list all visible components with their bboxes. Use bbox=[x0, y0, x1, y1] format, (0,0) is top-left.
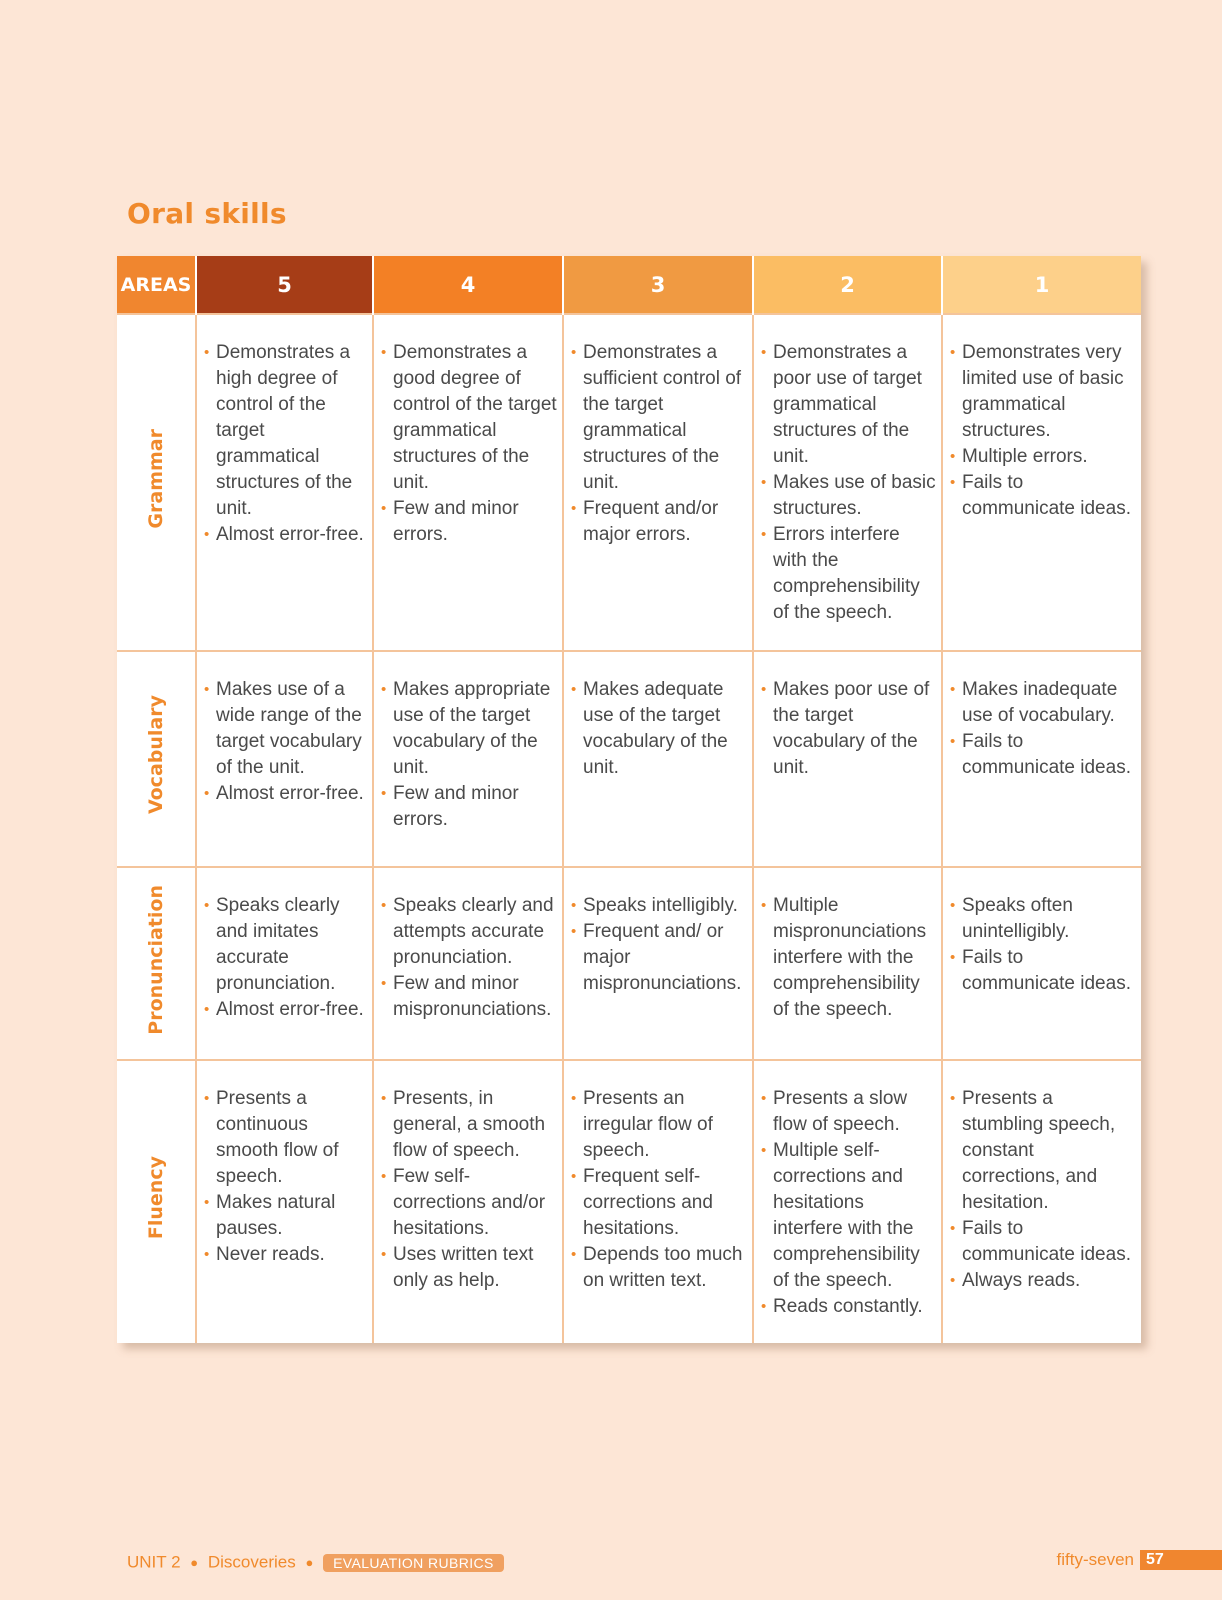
section-badge: EVALUATION RUBRICS bbox=[323, 1554, 504, 1572]
rubric-row bbox=[117, 314, 1141, 651]
criteria-cell bbox=[373, 314, 563, 651]
criterion-item: • Presents, in general, a smooth flow of speech. bbox=[381, 1086, 558, 1164]
rubric-row bbox=[117, 1060, 1141, 1343]
criterion-item: • Fails to communicate ideas. bbox=[950, 945, 1137, 997]
level-header: 3 bbox=[563, 256, 753, 314]
criterion-item: • Always reads. bbox=[950, 1268, 1137, 1294]
criterion-item: • Presents a continuous smooth flow of speech. bbox=[204, 1086, 368, 1190]
criterion-item: • Speaks clearly and attempts accurate pronunciation. bbox=[381, 893, 558, 971]
footer-unit-info bbox=[127, 1552, 504, 1573]
criterion-item: • Demonstrates very limited use of basic grammatical structures. bbox=[950, 340, 1137, 444]
criterion-item: • Demonstrates a poor use of target grammatical structures of the unit. bbox=[761, 340, 937, 470]
criterion-item: • Frequent and/ or major mispronunciations. bbox=[571, 919, 748, 997]
criteria-cell bbox=[373, 867, 563, 1060]
criterion-item: • Presents a stumbling speech, constant corrections, and hesitation. bbox=[950, 1086, 1137, 1216]
criterion-item: • Multiple self-corrections and hesitations interfere with the comprehensibility of the speech. bbox=[761, 1138, 937, 1294]
criterion-item: • Demonstrates a high degree of control of the target grammatical structures of the unit. bbox=[204, 340, 368, 522]
criteria-cell bbox=[563, 651, 753, 867]
criterion-item: • Demonstrates a good degree of control of the target grammatical structures of the unit. bbox=[381, 340, 558, 496]
criterion-item: • Frequent and/or major errors. bbox=[571, 496, 748, 548]
area-cell bbox=[117, 867, 196, 1060]
criterion-item: • Almost error-free. bbox=[204, 997, 368, 1023]
criterion-item: • Multiple errors. bbox=[950, 444, 1137, 470]
area-label: Fluency bbox=[145, 1156, 167, 1240]
criterion-item: • Presents an irregular flow of speech. bbox=[571, 1086, 748, 1164]
criteria-cell bbox=[753, 314, 942, 651]
criterion-item: • Few and minor errors. bbox=[381, 781, 558, 833]
criterion-item: • Makes use of a wide range of the target vocabulary of the unit. bbox=[204, 677, 368, 781]
criterion-item: • Presents a slow flow of speech. bbox=[761, 1086, 937, 1138]
criteria-cell bbox=[563, 1060, 753, 1343]
criteria-cell bbox=[942, 314, 1141, 651]
criterion-item: • Multiple mispronunciations interfere with the comprehensibility of the speech. bbox=[761, 893, 937, 1023]
criterion-item: • Makes poor use of the target vocabulary of the unit. bbox=[761, 677, 937, 781]
footer-page-info bbox=[1057, 1549, 1222, 1571]
criteria-cell bbox=[196, 651, 373, 867]
rubric-row bbox=[117, 867, 1141, 1060]
level-header: 2 bbox=[753, 256, 942, 314]
area-label: Vocabulary bbox=[145, 695, 167, 815]
criterion-item: • Reads constantly. bbox=[761, 1294, 937, 1320]
level-header: 4 bbox=[373, 256, 563, 314]
criterion-item: • Few self-corrections and/or hesitations. bbox=[381, 1164, 558, 1242]
criteria-cell bbox=[753, 651, 942, 867]
criteria-cell bbox=[753, 867, 942, 1060]
criterion-item: • Speaks intelligibly. bbox=[571, 893, 748, 919]
criterion-item: • Fails to communicate ideas. bbox=[950, 1216, 1137, 1268]
criteria-cell bbox=[942, 651, 1141, 867]
criterion-item: • Speaks clearly and imitates accurate pronunciation. bbox=[204, 893, 368, 997]
criterion-item: • Demonstrates a sufficient control of the target grammatical structures of the unit. bbox=[571, 340, 748, 496]
criterion-item: • Makes natural pauses. bbox=[204, 1190, 368, 1242]
criterion-item: • Never reads. bbox=[204, 1242, 368, 1268]
area-label: Grammar bbox=[145, 428, 167, 529]
page-number-word: fifty-seven bbox=[1056, 1550, 1134, 1569]
criterion-item: • Makes use of basic structures. bbox=[761, 470, 937, 522]
criteria-cell bbox=[373, 1060, 563, 1343]
criteria-cell bbox=[942, 1060, 1141, 1343]
criteria-cell bbox=[196, 867, 373, 1060]
criterion-item: • Few and minor mispronunciations. bbox=[381, 971, 558, 1023]
criterion-item: • Speaks often unintelligibly. bbox=[950, 893, 1137, 945]
criterion-item: • Fails to communicate ideas. bbox=[950, 470, 1137, 522]
rubric-body bbox=[117, 314, 1141, 1343]
criteria-cell bbox=[563, 867, 753, 1060]
criterion-item: • Fails to communicate ideas. bbox=[950, 729, 1137, 781]
criteria-cell bbox=[196, 1060, 373, 1343]
area-label: Pronunciation bbox=[145, 884, 167, 1035]
criterion-item: • Makes appropriate use of the target vocabulary of the unit. bbox=[381, 677, 558, 781]
criterion-item: • Depends too much on written text. bbox=[571, 1242, 748, 1294]
area-cell bbox=[117, 651, 196, 867]
criteria-cell bbox=[753, 1060, 942, 1343]
rubric-table bbox=[117, 256, 1141, 1343]
criterion-item: • Uses written text only as help. bbox=[381, 1242, 558, 1294]
header-row bbox=[117, 256, 1141, 314]
bullet-separator-icon: ● bbox=[305, 1555, 314, 1571]
criterion-item: • Few and minor errors. bbox=[381, 496, 558, 548]
criteria-cell bbox=[196, 314, 373, 651]
criterion-item: • Almost error-free. bbox=[204, 522, 368, 548]
criterion-item: • Makes adequate use of the target vocabulary of the unit. bbox=[571, 677, 748, 781]
bullet-separator-icon: ● bbox=[190, 1555, 199, 1571]
criteria-cell bbox=[373, 651, 563, 867]
criterion-item: • Frequent self-corrections and hesitations. bbox=[571, 1164, 748, 1242]
criterion-item: • Makes inadequate use of vocabulary. bbox=[950, 677, 1137, 729]
level-header: 5 bbox=[196, 256, 373, 314]
unit-label: UNIT 2 bbox=[127, 1552, 181, 1572]
area-cell bbox=[117, 1060, 196, 1343]
page-number: 57 bbox=[1140, 1550, 1222, 1570]
criteria-cell bbox=[563, 314, 753, 651]
criteria-cell bbox=[942, 867, 1141, 1060]
unit-title: Discoveries bbox=[207, 1552, 296, 1572]
level-header: 1 bbox=[942, 256, 1141, 314]
page-title: Oral skills bbox=[127, 197, 287, 230]
criterion-item: • Errors interfere with the comprehensibility of the speech. bbox=[761, 522, 937, 626]
area-cell bbox=[117, 314, 196, 651]
rubric-row bbox=[117, 651, 1141, 867]
criterion-item: • Almost error-free. bbox=[204, 781, 368, 807]
areas-header: AREAS bbox=[117, 256, 196, 314]
